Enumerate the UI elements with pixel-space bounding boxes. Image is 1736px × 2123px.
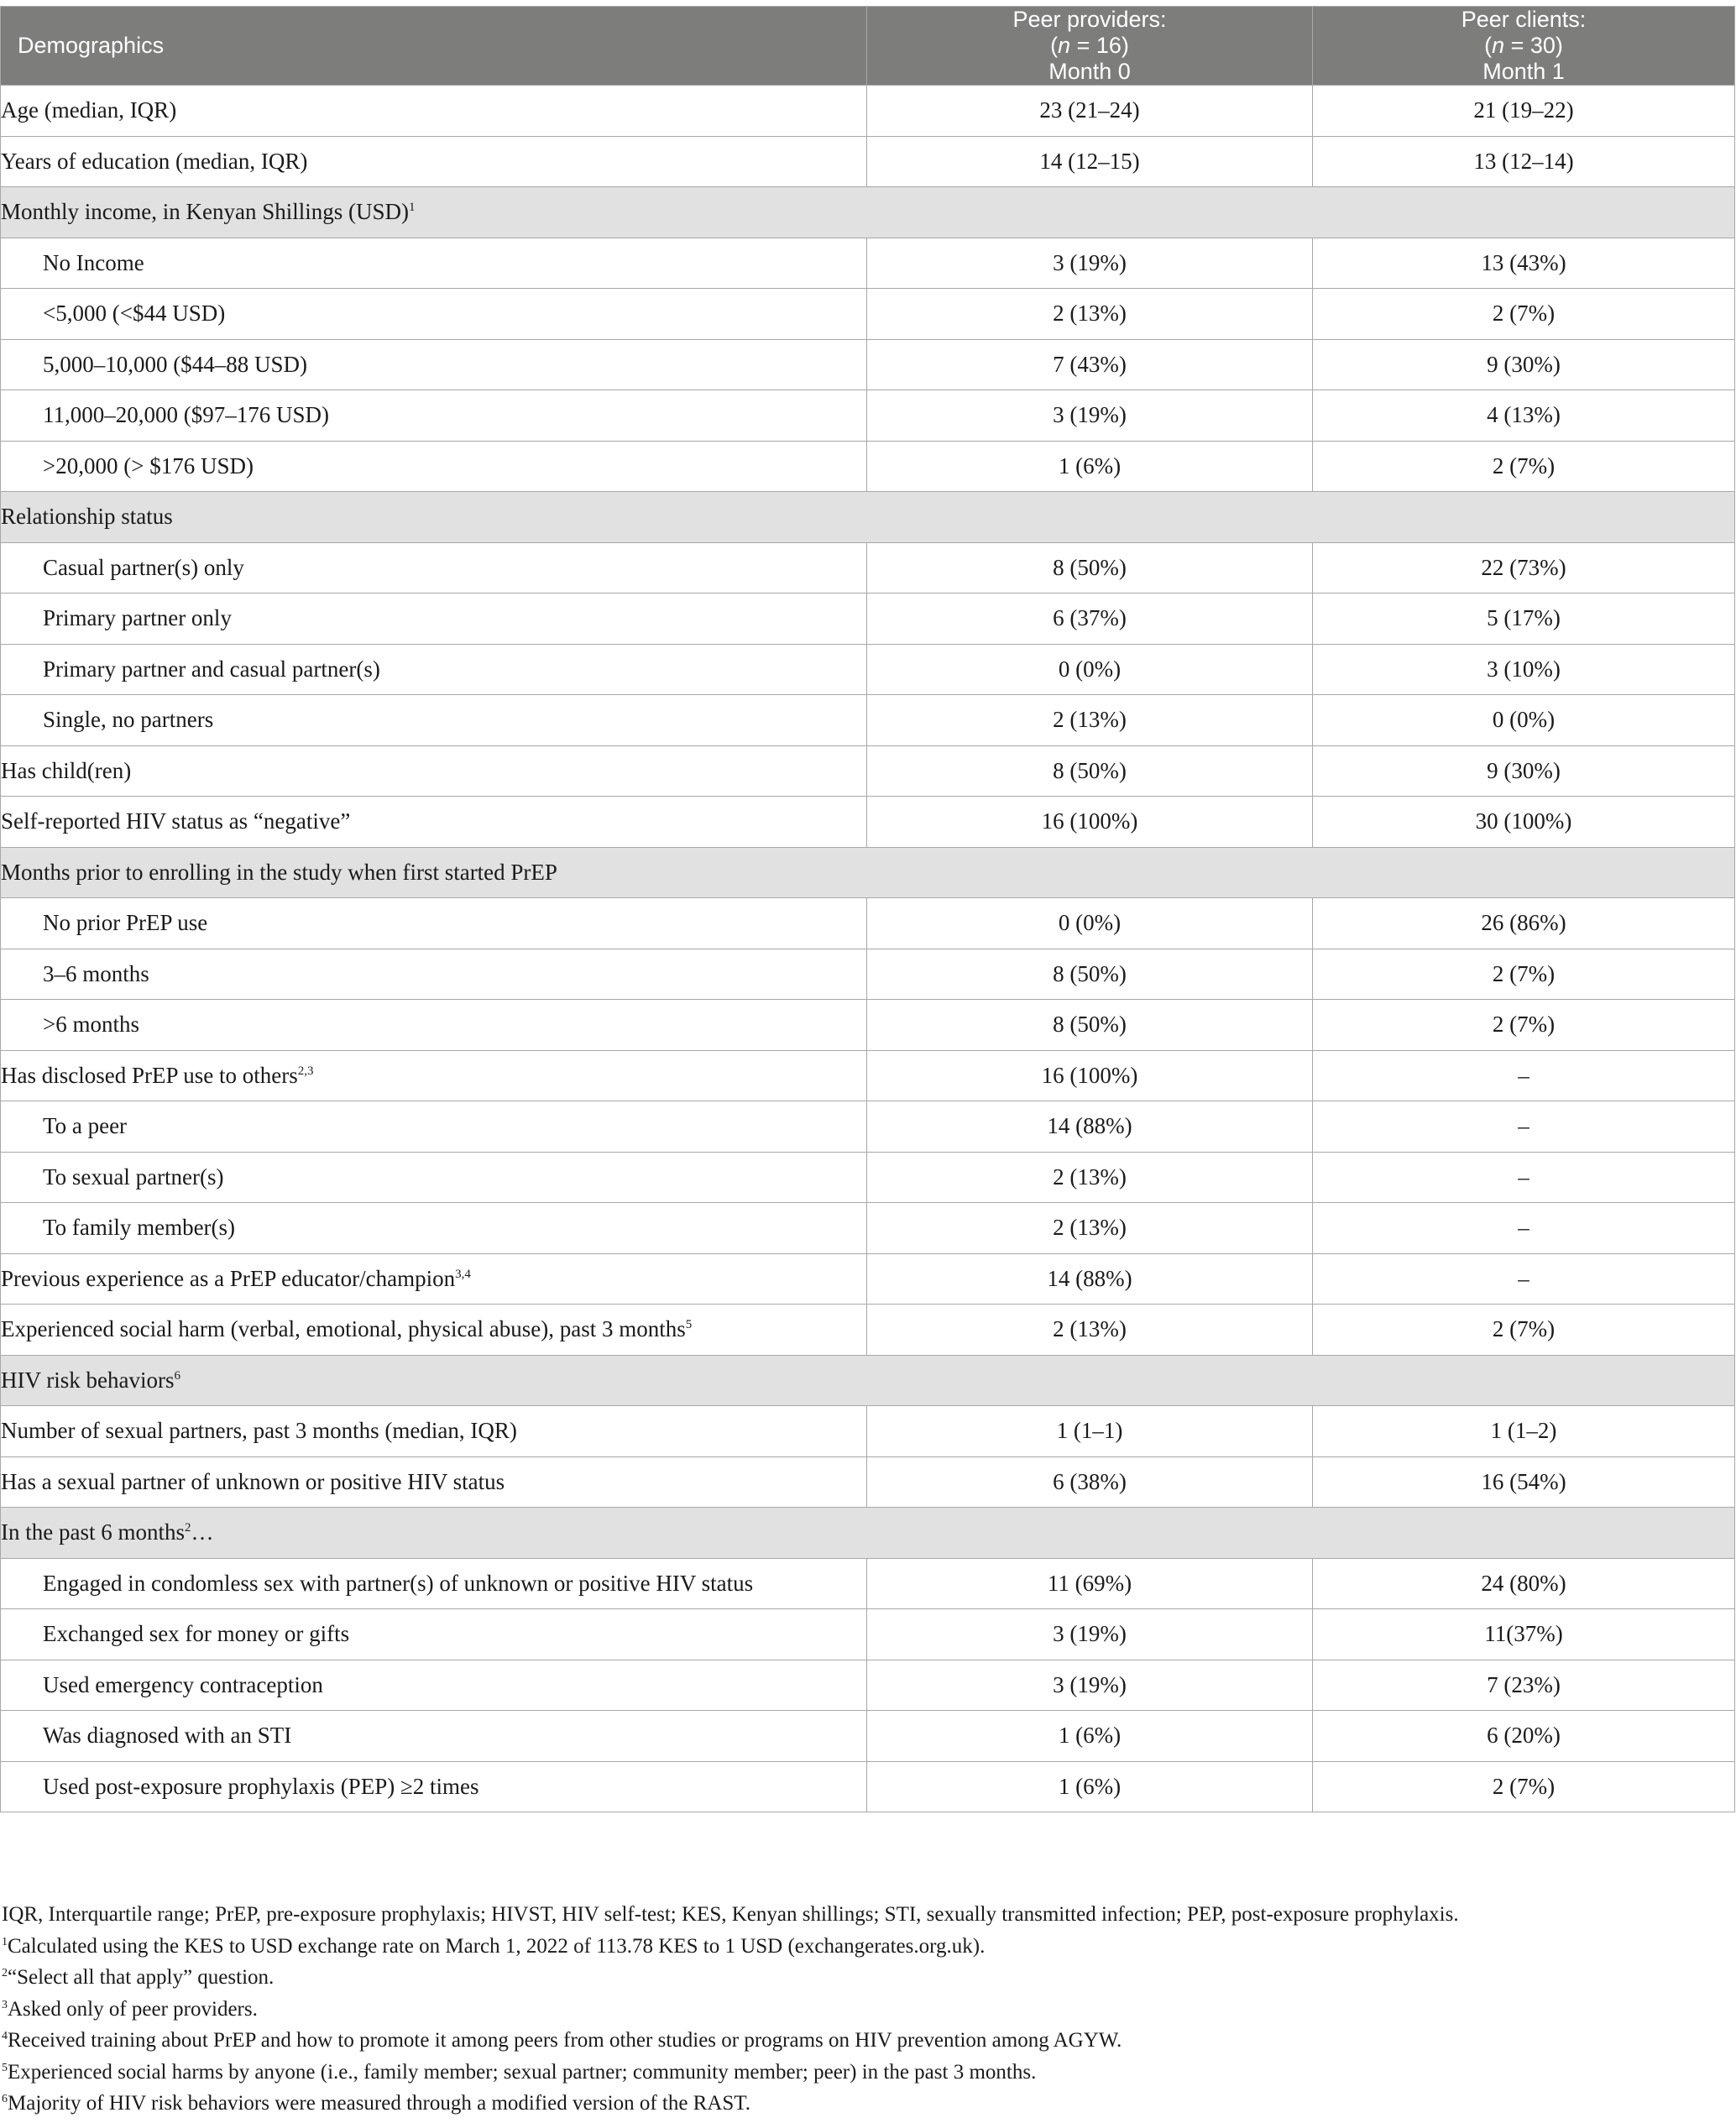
table-row xyxy=(1,644,1735,695)
row-label: To sexual partner(s) xyxy=(1,1152,867,1203)
clients-value: 16 (54%) xyxy=(1313,1456,1735,1508)
clients-value: 2 (7%) xyxy=(1313,949,1735,1000)
table-row xyxy=(1,1609,1735,1660)
clients-value: 2 (7%) xyxy=(1313,1761,1735,1812)
header-row xyxy=(1,7,1735,86)
section-label-prep: Months prior to enrolling in the study when first started PrEP xyxy=(1,847,1735,898)
footnote-5: $^5$Experienced social harms by anyone (i.e., family member; sexual partner; community member; peer) in the past 3 months. xyxy=(2,2060,1037,2084)
table-body xyxy=(1,86,1735,1812)
footnote-ref: 1 xyxy=(408,201,416,215)
table-row xyxy=(1,86,1735,137)
row-label: Number of sexual partners, past 3 months (median, IQR) xyxy=(1,1406,867,1457)
providers-value: 11 (69%) xyxy=(867,1558,1313,1609)
row-label: Years of education (median, IQR) xyxy=(1,136,867,187)
header-providers-month: Month 0 xyxy=(1048,59,1131,85)
clients-value: 2 (7%) xyxy=(1313,289,1735,340)
clients-value: 21 (19–22) xyxy=(1313,86,1735,137)
row-label: <5,000 (<$44 USD) xyxy=(1,289,867,340)
row-label: Previous experience as a PrEP educator/champion$^{3,4}$ xyxy=(1,1253,867,1305)
providers-value: 1 (6%) xyxy=(867,441,1313,492)
section-row xyxy=(1,1355,1735,1406)
row-label: Was diagnosed with an STI xyxy=(1,1711,867,1762)
table-row xyxy=(1,136,1735,187)
footnote-6: $^6$Majority of HIV risk behaviors were measured through a modified version of the RAST. xyxy=(2,2092,750,2115)
providers-value: 2 (13%) xyxy=(867,1203,1313,1254)
providers-value: 3 (19%) xyxy=(867,1609,1313,1660)
clients-value: 4 (13%) xyxy=(1313,390,1735,442)
providers-value: 2 (13%) xyxy=(867,1305,1313,1356)
table-row xyxy=(1,1050,1735,1101)
providers-value: 14 (88%) xyxy=(867,1253,1313,1305)
section-label-income: Monthly income, in Kenyan Shillings (USD)$^1$ xyxy=(1,187,1735,238)
row-label: Experienced social harm (verbal, emotional, physical abuse), past 3 months$^5$ xyxy=(1,1305,867,1356)
clients-value: – xyxy=(1313,1152,1735,1203)
providers-value: 1 (1–1) xyxy=(867,1406,1313,1457)
table-footnotes xyxy=(2,1899,1731,2120)
table-header xyxy=(1,7,1735,86)
footnote-ref: 2,3 xyxy=(297,1064,314,1078)
table-row xyxy=(1,1558,1735,1609)
clients-value: 2 (7%) xyxy=(1313,441,1735,492)
footnote-ref: 3,4 xyxy=(455,1267,471,1281)
providers-value: 16 (100%) xyxy=(867,1050,1313,1101)
clients-value: – xyxy=(1313,1050,1735,1101)
row-label: Has child(ren) xyxy=(1,745,867,797)
clients-value: 7 (23%) xyxy=(1313,1660,1735,1711)
clients-value: 0 (0%) xyxy=(1313,695,1735,746)
row-label: 5,000–10,000 ($44–88 USD) xyxy=(1,339,867,390)
providers-value: 2 (13%) xyxy=(867,289,1313,340)
footnote-1: $^1$Calculated using the KES to USD exchange rate on March 1, 2022 of 113.78 KES to 1 USD (exchangerates.org.uk). xyxy=(2,1934,986,1958)
clients-value: 26 (86%) xyxy=(1313,898,1735,949)
header-clients-n: (n = 30) xyxy=(1484,33,1563,59)
footnote-2: $^2$“Select all that apply” question. xyxy=(2,1966,275,1989)
row-label: Age (median, IQR) xyxy=(1,86,867,137)
row-label: Self-reported HIV status as “negative” xyxy=(1,797,867,848)
providers-value: 8 (50%) xyxy=(867,745,1313,797)
clients-value: 2 (7%) xyxy=(1313,1305,1735,1356)
row-label: To a peer xyxy=(1,1101,867,1153)
table-row xyxy=(1,1406,1735,1457)
row-label: Primary partner and casual partner(s) xyxy=(1,644,867,695)
providers-value: 7 (43%) xyxy=(867,339,1313,390)
clients-value: 9 (30%) xyxy=(1313,745,1735,797)
clients-value: 3 (10%) xyxy=(1313,644,1735,695)
row-label: To family member(s) xyxy=(1,1203,867,1254)
header-clients-month: Month 1 xyxy=(1482,59,1565,85)
clients-value: 13 (12–14) xyxy=(1313,136,1735,187)
section-row xyxy=(1,492,1735,543)
clients-value: 1 (1–2) xyxy=(1313,1406,1735,1457)
table-row xyxy=(1,1305,1735,1356)
header-clients-title: Peer clients: xyxy=(1461,7,1587,32)
table-row xyxy=(1,1253,1735,1305)
header-providers-title: Peer providers: xyxy=(1012,7,1167,32)
clients-value: 13 (43%) xyxy=(1313,238,1735,289)
row-label: Exchanged sex for money or gifts xyxy=(1,1609,867,1660)
providers-value: 1 (6%) xyxy=(867,1711,1313,1762)
providers-value: 0 (0%) xyxy=(867,898,1313,949)
row-label: Used emergency contraception xyxy=(1,1660,867,1711)
footnote-ref: 6 xyxy=(174,1368,180,1383)
table-row xyxy=(1,238,1735,289)
clients-value: 9 (30%) xyxy=(1313,339,1735,390)
row-label: >20,000 (> $176 USD) xyxy=(1,441,867,492)
table-row xyxy=(1,390,1735,442)
providers-value: 3 (19%) xyxy=(867,1660,1313,1711)
providers-value: 3 (19%) xyxy=(867,238,1313,289)
table-row xyxy=(1,1000,1735,1051)
clients-value: 22 (73%) xyxy=(1313,542,1735,593)
clients-value: – xyxy=(1313,1101,1735,1153)
table-row xyxy=(1,441,1735,492)
row-label: Primary partner only xyxy=(1,593,867,645)
providers-value: 3 (19%) xyxy=(867,390,1313,442)
row-label: 11,000–20,000 ($97–176 USD) xyxy=(1,390,867,442)
table-row xyxy=(1,1761,1735,1812)
table-row xyxy=(1,289,1735,340)
table-row xyxy=(1,1456,1735,1508)
header-peer-clients xyxy=(1313,7,1735,86)
clients-value: 11(37%) xyxy=(1313,1609,1735,1660)
table-row xyxy=(1,695,1735,746)
providers-value: 6 (38%) xyxy=(867,1456,1313,1508)
table-row xyxy=(1,339,1735,390)
row-label: Single, no partners xyxy=(1,695,867,746)
providers-value: 0 (0%) xyxy=(867,644,1313,695)
row-label: Has a sexual partner of unknown or positive HIV status xyxy=(1,1456,867,1508)
footnote-4: $^4$Received training about PrEP and how to promote it among peers from other studies or programs on HIV prevention among AGYW. xyxy=(2,2029,1122,2052)
footnote-ref: 5 xyxy=(685,1318,693,1332)
header-demographics: Demographics xyxy=(1,7,867,86)
clients-value: – xyxy=(1313,1203,1735,1254)
table-row xyxy=(1,1711,1735,1762)
table-row xyxy=(1,1203,1735,1254)
providers-value: 2 (13%) xyxy=(867,1152,1313,1203)
section-row xyxy=(1,847,1735,898)
providers-value: 14 (12–15) xyxy=(867,136,1313,187)
section-label-relationship: Relationship status xyxy=(1,492,1735,543)
table-row xyxy=(1,1660,1735,1711)
header-peer-providers xyxy=(867,7,1313,86)
row-label: No Income xyxy=(1,238,867,289)
footnote-abbreviations: IQR, Interquartile range; PrEP, pre-exposure prophylaxis; HIVST, HIV self-test; KES, Kenyan shillings; STI, sexually transmitted infection; PEP, post-exposure prophylaxis. xyxy=(2,1903,1459,1926)
row-label: No prior PrEP use xyxy=(1,898,867,949)
providers-value: 1 (6%) xyxy=(867,1761,1313,1812)
table-row xyxy=(1,797,1735,848)
table-row xyxy=(1,898,1735,949)
row-label: >6 months xyxy=(1,1000,867,1051)
footnote-3: $^3$Asked only of peer providers. xyxy=(2,1997,258,2021)
table-row xyxy=(1,949,1735,1000)
row-label: Has disclosed PrEP use to others$^{2,3}$ xyxy=(1,1050,867,1101)
row-label: Used post-exposure prophylaxis (PEP) ≥2 times xyxy=(1,1761,867,1812)
header-providers-n: (n = 16) xyxy=(1050,33,1129,59)
row-label: Engaged in condomless sex with partner(s) of unknown or positive HIV status xyxy=(1,1558,867,1609)
providers-value: 2 (13%) xyxy=(867,695,1313,746)
clients-value: – xyxy=(1313,1253,1735,1305)
providers-value: 6 (37%) xyxy=(867,593,1313,645)
clients-value: 30 (100%) xyxy=(1313,797,1735,848)
section-label-past-6-months: In the past 6 months$^2$… xyxy=(1,1508,1735,1559)
providers-value: 8 (50%) xyxy=(867,949,1313,1000)
table-row xyxy=(1,542,1735,593)
providers-value: 8 (50%) xyxy=(867,542,1313,593)
providers-value: 14 (88%) xyxy=(867,1101,1313,1153)
table-row xyxy=(1,1101,1735,1153)
providers-value: 23 (21–24) xyxy=(867,86,1313,137)
section-row xyxy=(1,1508,1735,1559)
footnote-ref: 2 xyxy=(184,1521,191,1535)
demographics-table xyxy=(0,6,1735,1812)
table-row xyxy=(1,1152,1735,1203)
section-row xyxy=(1,187,1735,238)
clients-value: 5 (17%) xyxy=(1313,593,1735,645)
providers-value: 16 (100%) xyxy=(867,797,1313,848)
providers-value: 8 (50%) xyxy=(867,1000,1313,1051)
clients-value: 2 (7%) xyxy=(1313,1000,1735,1051)
clients-value: 6 (20%) xyxy=(1313,1711,1735,1762)
row-label: 3–6 months xyxy=(1,949,867,1000)
row-label: Casual partner(s) only xyxy=(1,542,867,593)
clients-value: 24 (80%) xyxy=(1313,1558,1735,1609)
table-row xyxy=(1,745,1735,797)
table-row xyxy=(1,593,1735,645)
section-label-risk: HIV risk behaviors$^6$ xyxy=(1,1355,1735,1406)
